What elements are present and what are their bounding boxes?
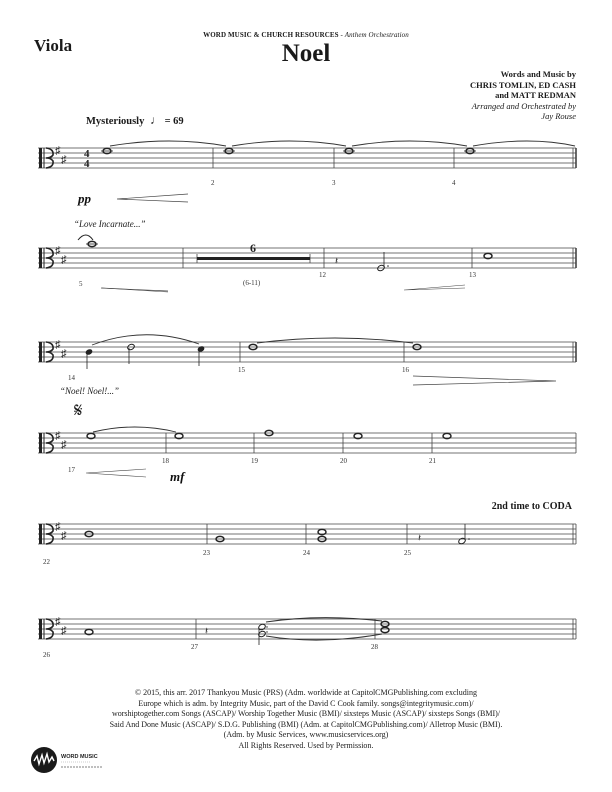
copyright-line-6: All Rights Reserved. Used by Permission. <box>238 740 374 750</box>
svg-text:15: 15 <box>238 366 245 374</box>
svg-text:26: 26 <box>43 651 50 659</box>
svg-text:12: 12 <box>319 271 326 279</box>
svg-text:3: 3 <box>332 179 336 187</box>
svg-text:♯: ♯ <box>61 348 67 360</box>
svg-text:28: 28 <box>371 643 378 651</box>
multirest-count: 6 <box>250 241 256 255</box>
svg-text:2: 2 <box>211 179 215 187</box>
tempo-text: Mysteriously <box>86 116 145 127</box>
publisher-name: WORD MUSIC & CHURCH RESOURCES <box>203 31 339 39</box>
copyright-line-3: worshiptogether.com Songs (ASCAP)/ Worship Together Music (BMI)/ sixsteps Music (ASCAP)/ sixsteps Songs (BMI)/ <box>111 709 501 718</box>
svg-text:16: 16 <box>402 366 409 374</box>
sharp-icon: ♯ <box>61 154 67 166</box>
credits-arranger: Jay Rouse <box>541 111 576 121</box>
svg-text:♯: ♯ <box>55 521 61 533</box>
svg-text:5: 5 <box>79 280 83 288</box>
copyright-line-5: (Adm. by Music Services, www.musicservices.org) <box>223 730 389 739</box>
svg-text:♯: ♯ <box>55 430 61 442</box>
svg-text:♯: ♯ <box>61 439 67 451</box>
tie <box>266 618 382 622</box>
svg-text:14: 14 <box>68 374 75 382</box>
word-music-logo <box>30 744 110 776</box>
system-3 <box>38 335 576 385</box>
lyric-cue-noel: “Noel! Noel!...” <box>60 386 120 396</box>
svg-text:4: 4 <box>452 179 456 187</box>
fermata-icon <box>78 235 93 240</box>
svg-text:24: 24 <box>303 549 310 557</box>
dynamic-pp: pp <box>78 191 91 206</box>
lyric-cue-love-incarnate: “Love Incarnate...” <box>74 219 146 229</box>
credits-words-music: Words and Music by <box>500 69 576 79</box>
svg-text:21: 21 <box>429 457 436 465</box>
quarter-rest-icon: 𝄽 <box>335 256 339 267</box>
system-1 <box>38 141 576 206</box>
svg-text:13: 13 <box>469 271 476 279</box>
svg-text:23: 23 <box>203 549 210 557</box>
svg-text:WORD MUSIC: WORD MUSIC <box>61 754 98 760</box>
copyright-line-2: Europe which is adm. by Integrity Music, part of the David C Cook family. songs@integritymusic.com)/ <box>138 698 474 708</box>
decrescendo-hairpin <box>413 376 556 385</box>
copyright-line-4: Said And Done Music (ASCAP)/ S.D.G. Publishing (BMI) (Adm. at CapitolCMGPublishing.com)/ Alletrop Music (BMI). <box>109 719 503 729</box>
svg-text:22: 22 <box>43 558 50 566</box>
song-title: Noel <box>281 40 331 67</box>
svg-text:♯: ♯ <box>55 339 61 351</box>
svg-text:17: 17 <box>68 466 75 474</box>
svg-text:♯: ♯ <box>61 254 67 266</box>
multirest-range: (6-11) <box>243 279 261 287</box>
credits-authors: CHRIS TOMLIN, ED CASH <box>470 79 576 90</box>
crescendo-hairpin <box>117 194 188 202</box>
slur <box>92 335 199 345</box>
quarter-note-icon: ♩ <box>149 113 162 127</box>
svg-text:♯: ♯ <box>55 616 61 628</box>
svg-text:20: 20 <box>340 457 347 465</box>
credits-arranged: Arranged and Orchestrated by <box>471 100 576 111</box>
svg-text:♯: ♯ <box>55 245 61 257</box>
coda-direction: 2nd time to CODA <box>491 501 572 512</box>
sharp-icon: ♯ <box>55 145 61 157</box>
svg-text:18: 18 <box>162 457 169 465</box>
copyright-line-1: © 2015, this arr. 2017 Thankyou Music (PRS) (Adm. worldwide at CapitolCMGPublishing.com excluding <box>135 688 477 697</box>
quarter-rest-icon: 𝄽 <box>205 626 209 637</box>
multimeasure-rest <box>197 257 310 260</box>
svg-text:♯: ♯ <box>61 530 67 542</box>
system-5 <box>38 521 576 566</box>
system-4 <box>38 427 576 484</box>
system-2 <box>38 235 576 292</box>
time-signature: 4 <box>84 148 90 160</box>
svg-text:♯: ♯ <box>61 625 67 637</box>
instrument-name: Viola <box>34 36 73 55</box>
publisher-subtitle: - Anthem Orchestration <box>338 31 409 39</box>
system-6 <box>38 616 576 659</box>
svg-text:25: 25 <box>404 549 411 557</box>
svg-text:27: 27 <box>191 643 198 651</box>
copyright-notice <box>0 688 612 751</box>
segno-icon: 𝄋 <box>74 400 83 422</box>
dynamic-mf: mf <box>170 469 185 484</box>
svg-text:19: 19 <box>251 457 258 465</box>
svg-text:4: 4 <box>84 158 90 170</box>
quarter-rest-icon: 𝄽 <box>418 533 422 544</box>
tempo-value: = 69 <box>164 116 184 127</box>
credits-authors-2: and MATT REDMAN <box>495 90 576 100</box>
